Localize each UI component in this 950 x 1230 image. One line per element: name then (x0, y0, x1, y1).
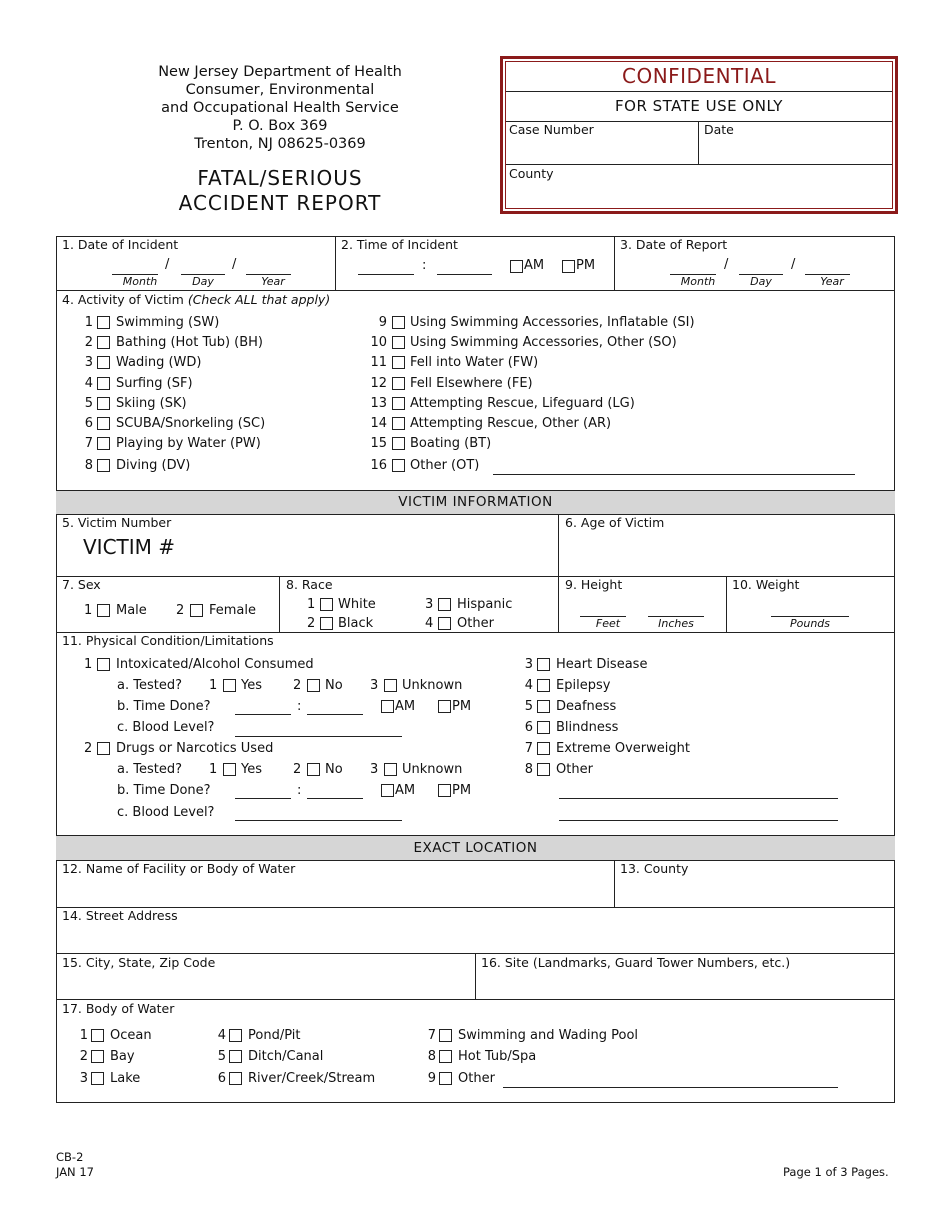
day-caption: Day (192, 275, 214, 288)
activity-option-label: Bathing (Hot Tub) (BH) (116, 335, 263, 350)
form-title (130, 166, 430, 216)
unknown-label: Unknown (402, 678, 463, 693)
drugs-time-minute-field[interactable] (307, 798, 363, 799)
condition-other-field-2[interactable] (559, 820, 838, 821)
activity-option-label: Fell into Water (FW) (410, 355, 539, 370)
water-option-label: Ocean (110, 1028, 152, 1043)
activity-option-label: Diving (DV) (116, 458, 191, 473)
victim-information-band: VICTIM INFORMATION (56, 490, 895, 515)
activity-option-checkbox[interactable] (392, 437, 405, 450)
pm-checkbox[interactable] (562, 260, 575, 273)
city-state-zip-field[interactable]: 15. City, State, Zip Code (62, 955, 216, 970)
water-option-checkbox[interactable] (91, 1050, 104, 1063)
activity-option-checkbox[interactable] (97, 336, 110, 349)
pm-label: PM (452, 699, 472, 714)
activity-option-number: 16 (370, 458, 387, 473)
activity-option-checkbox[interactable] (97, 437, 110, 450)
activity-option-label: Swimming (SW) (116, 315, 220, 330)
condition-option-number: 6 (524, 720, 533, 735)
activity-option-label: Surfing (SF) (116, 376, 193, 391)
water-option-checkbox[interactable] (439, 1029, 452, 1042)
activity-option-checkbox[interactable] (392, 356, 405, 369)
activity-option-number: 6 (84, 416, 93, 431)
water-option-number: 4 (217, 1028, 226, 1043)
condition-option-number: 8 (524, 762, 533, 777)
victim-number-value[interactable]: VICTIM # (83, 535, 176, 559)
month-caption: Month (680, 275, 716, 288)
activity-label (62, 292, 330, 307)
agency-name: New Jersey Department of Health (158, 64, 402, 80)
water-option-checkbox[interactable] (229, 1050, 242, 1063)
option-number: 2 (293, 762, 302, 777)
slash: / (165, 257, 170, 272)
am-label: AM (395, 783, 416, 798)
water-option-label: Hot Tub/Spa (458, 1049, 537, 1064)
water-option-checkbox[interactable] (439, 1072, 452, 1085)
activity-option-number: 4 (84, 376, 93, 391)
activity-option-label: Using Swimming Accessories, Inflatable (SI) (410, 315, 695, 330)
activity-option-checkbox[interactable] (97, 397, 110, 410)
alcohol-tested-no-checkbox[interactable] (307, 679, 320, 692)
condition-option-label: Other (556, 762, 593, 777)
drugs-label: Drugs or Narcotics Used (116, 741, 274, 756)
colon: : (297, 699, 302, 714)
alcohol-tested-unknown-checkbox[interactable] (384, 679, 397, 692)
condition-option-checkbox[interactable] (537, 679, 550, 692)
drugs-time-hour-field[interactable] (235, 798, 291, 799)
page-number: Page 1 of 3 Pages. (783, 1165, 889, 1179)
colon: : (297, 783, 302, 798)
drugs-tested-label: a. Tested? (117, 762, 182, 777)
activity-option-number: 8 (84, 458, 93, 473)
alcohol-time-done-label: b. Time Done? (117, 699, 211, 714)
weight-label: 10. Weight (732, 577, 800, 592)
activity-option-number: 14 (370, 416, 387, 431)
race-label: 8. Race (286, 577, 333, 592)
water-option-label: River/Creek/Stream (248, 1071, 376, 1086)
water-option-label: Bay (110, 1049, 135, 1064)
slash: / (232, 257, 237, 272)
option-number: 2 (293, 678, 302, 693)
option-number: 1 (209, 678, 218, 693)
agency-city: Trenton, NJ 08625-0369 (194, 136, 366, 152)
intoxicated-label: Intoxicated/Alcohol Consumed (116, 657, 314, 672)
condition-option-number: 5 (524, 699, 533, 714)
activity-label-text: 4. Activity of Victim (62, 292, 184, 307)
water-option-number: 3 (79, 1071, 88, 1086)
water-option-checkbox[interactable] (229, 1072, 242, 1085)
body-of-water-label: 17. Body of Water (62, 1001, 175, 1016)
activity-option-label: Attempting Rescue, Lifeguard (LG) (410, 396, 635, 411)
incident-hour-field[interactable] (358, 274, 414, 275)
sex-female-label: Female (209, 603, 257, 618)
condition-number: 1 (84, 657, 93, 672)
activity-option-checkbox[interactable] (97, 356, 110, 369)
water-option-label: Lake (110, 1071, 141, 1086)
activity-option-checkbox[interactable] (392, 377, 405, 390)
activity-option-number: 2 (84, 335, 93, 350)
condition-option-number: 4 (524, 678, 533, 693)
activity-option-label: Boating (BT) (410, 436, 492, 451)
race-black-label: Black (338, 616, 374, 631)
sex-male-label: Male (116, 603, 147, 618)
water-option-number: 1 (79, 1028, 88, 1043)
month-caption: Month (122, 275, 158, 288)
slash: / (724, 257, 729, 272)
activity-option-label: Skiing (SK) (116, 396, 187, 411)
condition-option-checkbox[interactable] (537, 763, 550, 776)
drugs-tested-unknown-checkbox[interactable] (384, 763, 397, 776)
sex-label: 7. Sex (62, 577, 101, 592)
yes-label: Yes (241, 762, 262, 777)
race-white-label: White (338, 597, 376, 612)
option-number: 3 (370, 762, 379, 777)
race-option-number: 4 (425, 616, 434, 631)
alcohol-blood-level-label: c. Blood Level? (117, 720, 215, 735)
condition-number: 2 (84, 741, 93, 756)
unknown-label: Unknown (402, 762, 463, 777)
race-option-number: 3 (425, 597, 434, 612)
water-option-checkbox[interactable] (91, 1072, 104, 1085)
activity-option-label: SCUBA/Snorkeling (SC) (116, 416, 266, 431)
race-option-number: 1 (307, 597, 316, 612)
date-of-report-label: 3. Date of Report (620, 237, 728, 252)
intoxicated-checkbox[interactable] (97, 658, 110, 671)
race-white-checkbox[interactable] (320, 598, 333, 611)
condition-option-label: Epilepsy (556, 678, 611, 693)
yes-label: Yes (241, 678, 262, 693)
time-of-incident-label: 2. Time of Incident (341, 237, 458, 252)
drugs-tested-yes-checkbox[interactable] (223, 763, 236, 776)
date-of-incident-label: 1. Date of Incident (62, 237, 179, 252)
activity-option-label: Wading (WD) (116, 355, 202, 370)
case-number-field[interactable]: Case Number (509, 122, 594, 137)
condition-option-checkbox[interactable] (537, 721, 550, 734)
activity-option-number: 12 (370, 376, 387, 391)
activity-option-checkbox[interactable] (392, 316, 405, 329)
race-hispanic-checkbox[interactable] (438, 598, 451, 611)
activity-option-checkbox[interactable] (97, 459, 110, 472)
activity-option-checkbox[interactable] (97, 377, 110, 390)
activity-option-checkbox[interactable] (392, 417, 405, 430)
inches-caption: Inches (658, 617, 694, 630)
activity-option-label: Playing by Water (PW) (116, 436, 261, 451)
agency-division: Consumer, Environmental (185, 82, 375, 98)
state-county-field[interactable]: County (509, 166, 554, 181)
activity-option-checkbox[interactable] (392, 397, 405, 410)
activity-option-checkbox[interactable] (392, 336, 405, 349)
water-other-field[interactable] (503, 1087, 838, 1088)
condition-option-label: Deafness (556, 699, 617, 714)
water-option-number: 8 (427, 1049, 436, 1064)
form-id: CB-2 (56, 1150, 84, 1164)
exact-location-band: EXACT LOCATION (56, 835, 895, 861)
slash: / (791, 257, 796, 272)
incident-minute-field[interactable] (437, 274, 492, 275)
water-option-label: Ditch/Canal (248, 1049, 324, 1064)
am-label: AM (524, 258, 545, 273)
water-option-checkbox[interactable] (229, 1029, 242, 1042)
activity-option-number: 9 (378, 315, 387, 330)
water-option-label: Pond/Pit (248, 1028, 301, 1043)
water-option-number: 9 (427, 1071, 436, 1086)
no-label: No (325, 762, 343, 777)
sex-male-checkbox[interactable] (97, 604, 110, 617)
form-title-line1: FATAL/SERIOUS (197, 166, 363, 190)
drugs-blood-level-field[interactable] (235, 820, 402, 821)
activity-option-label: Using Swimming Accessories, Other (SO) (410, 335, 677, 350)
activity-option-number: 1 (84, 315, 93, 330)
pm-label: PM (452, 783, 472, 798)
facility-name-field[interactable]: 12. Name of Facility or Body of Water (62, 861, 296, 876)
condition-option-checkbox[interactable] (537, 742, 550, 755)
drugs-blood-level-label: c. Blood Level? (117, 805, 215, 820)
confidential-title: CONFIDENTIAL (621, 64, 776, 88)
agency-address (130, 63, 430, 153)
activity-other-field[interactable] (493, 474, 855, 475)
activity-option-number: 15 (370, 436, 387, 451)
drugs-tested-no-checkbox[interactable] (307, 763, 320, 776)
location-county-field[interactable]: 13. County (620, 861, 689, 876)
water-option-number: 6 (217, 1071, 226, 1086)
physical-condition-label: 11. Physical Condition/Limitations (62, 633, 274, 648)
activity-option-number: 13 (370, 396, 387, 411)
water-option-number: 5 (217, 1049, 226, 1064)
am-label: AM (395, 699, 416, 714)
race-hispanic-label: Hispanic (457, 597, 513, 612)
agency-service: and Occupational Health Service (161, 100, 399, 116)
street-address-field[interactable]: 14. Street Address (62, 908, 178, 923)
condition-option-label: Extreme Overweight (556, 741, 690, 756)
sex-female-checkbox[interactable] (190, 604, 203, 617)
site-field[interactable]: 16. Site (Landmarks, Guard Tower Numbers, etc.) (481, 955, 791, 970)
victim-number-label: 5. Victim Number (62, 515, 172, 530)
race-other-checkbox[interactable] (438, 617, 451, 630)
water-option-number: 2 (79, 1049, 88, 1064)
drugs-checkbox[interactable] (97, 742, 110, 755)
alcohol-tested-yes-checkbox[interactable] (223, 679, 236, 692)
option-number: 1 (209, 762, 218, 777)
option-number: 3 (370, 678, 379, 693)
water-option-number: 7 (427, 1028, 436, 1043)
sex-option-number: 2 (176, 603, 185, 618)
year-caption: Year (261, 275, 285, 288)
activity-option-checkbox[interactable] (392, 459, 405, 472)
alcohol-pm-checkbox[interactable] (438, 700, 451, 713)
water-option-checkbox[interactable] (439, 1050, 452, 1063)
activity-option-number: 3 (84, 355, 93, 370)
age-of-victim-label: 6. Age of Victim (565, 515, 665, 530)
drugs-pm-checkbox[interactable] (438, 784, 451, 797)
race-other-label: Other (457, 616, 494, 631)
alcohol-tested-label: a. Tested? (117, 678, 182, 693)
state-date-field[interactable]: Date (704, 122, 734, 137)
am-checkbox[interactable] (510, 260, 523, 273)
drugs-am-checkbox[interactable] (381, 784, 394, 797)
form-title-line2: ACCIDENT REPORT (178, 191, 382, 215)
drugs-time-done-label: b. Time Done? (117, 783, 211, 798)
activity-option-number: 10 (370, 335, 387, 350)
activity-option-label: Fell Elsewhere (FE) (410, 376, 533, 391)
agency-pobox: P. O. Box 369 (232, 118, 328, 134)
height-label: 9. Height (565, 577, 623, 592)
condition-option-label: Blindness (556, 720, 619, 735)
condition-option-number: 3 (524, 657, 533, 672)
day-caption: Day (750, 275, 772, 288)
activity-option-checkbox[interactable] (97, 316, 110, 329)
colon: : (422, 258, 427, 273)
race-black-checkbox[interactable] (320, 617, 333, 630)
sex-option-number: 1 (84, 603, 93, 618)
form-date: JAN 17 (56, 1165, 94, 1179)
condition-option-checkbox[interactable] (537, 700, 550, 713)
condition-option-number: 7 (524, 741, 533, 756)
condition-option-label: Heart Disease (556, 657, 648, 672)
feet-caption: Feet (595, 617, 621, 630)
water-option-label: Swimming and Wading Pool (458, 1028, 639, 1043)
activity-option-number: 7 (84, 436, 93, 451)
activity-option-label: Other (OT) (410, 458, 480, 473)
alcohol-blood-level-field[interactable] (235, 736, 402, 737)
activity-option-label: Attempting Rescue, Other (AR) (410, 416, 612, 431)
pm-label: PM (576, 258, 596, 273)
state-use-only-label: FOR STATE USE ONLY (615, 97, 783, 115)
race-option-number: 2 (307, 616, 316, 631)
condition-option-checkbox[interactable] (537, 658, 550, 671)
alcohol-time-hour-field[interactable] (235, 714, 291, 715)
activity-note: (Check ALL that apply) (187, 292, 331, 307)
pounds-caption: Pounds (789, 617, 831, 630)
alcohol-time-minute-field[interactable] (307, 714, 363, 715)
water-option-checkbox[interactable] (91, 1029, 104, 1042)
year-caption: Year (820, 275, 844, 288)
activity-option-checkbox[interactable] (97, 417, 110, 430)
alcohol-am-checkbox[interactable] (381, 700, 394, 713)
water-option-label: Other (458, 1071, 495, 1086)
activity-option-number: 11 (370, 355, 387, 370)
activity-option-number: 5 (84, 396, 93, 411)
no-label: No (325, 678, 343, 693)
condition-other-field-1[interactable] (559, 798, 838, 799)
